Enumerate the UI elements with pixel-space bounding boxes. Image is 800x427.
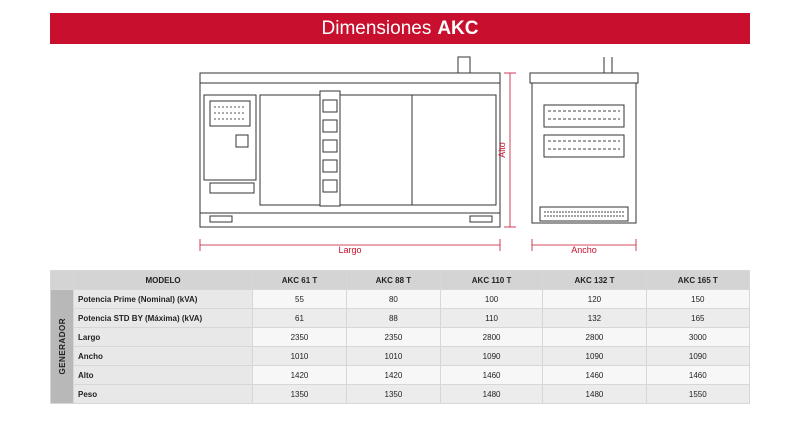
header-model-1: AKC 61 T <box>253 271 347 290</box>
header-model-5: AKC 165 T <box>646 271 749 290</box>
cell-value: 55 <box>253 290 347 309</box>
row-label: Alto <box>74 366 253 385</box>
table-row <box>51 290 750 309</box>
row-label: Ancho <box>74 347 253 366</box>
table-row <box>51 309 750 328</box>
cell-value: 2800 <box>543 328 646 347</box>
cell-value: 1460 <box>440 366 542 385</box>
cell-value: 1480 <box>543 385 646 404</box>
header-model-3: AKC 110 T <box>440 271 542 290</box>
cell-value: 1010 <box>346 347 440 366</box>
length-label: Largo <box>338 245 362 255</box>
cell-value: 1350 <box>346 385 440 404</box>
header-corner <box>51 271 74 290</box>
cell-value: 150 <box>646 290 749 309</box>
cell-value: 1460 <box>543 366 646 385</box>
cell-value: 120 <box>543 290 646 309</box>
front-view <box>200 57 500 227</box>
table-row <box>51 347 750 366</box>
header-model-2: AKC 88 T <box>346 271 440 290</box>
cell-value: 2350 <box>346 328 440 347</box>
title-bold: AKC <box>437 17 479 39</box>
cell-value: 1550 <box>646 385 749 404</box>
generator-drawing <box>180 55 640 260</box>
cell-value: 110 <box>440 309 542 328</box>
table-header-row <box>51 271 750 290</box>
cell-value: 1420 <box>346 366 440 385</box>
cell-value: 88 <box>346 309 440 328</box>
height-label: Alto <box>497 142 507 158</box>
table-row <box>51 385 750 404</box>
header-model-4: AKC 132 T <box>543 271 646 290</box>
cell-value: 100 <box>440 290 542 309</box>
cell-value: 80 <box>346 290 440 309</box>
cell-value: 61 <box>253 309 347 328</box>
cell-value: 1420 <box>253 366 347 385</box>
front-dimensions <box>200 73 516 251</box>
row-label: Potencia STD BY (Máxima) (kVA) <box>74 309 253 328</box>
cell-value: 1090 <box>543 347 646 366</box>
cell-value: 2800 <box>440 328 542 347</box>
row-label: Largo <box>74 328 253 347</box>
cell-value: 1090 <box>440 347 542 366</box>
cell-value: 3000 <box>646 328 749 347</box>
section-label: GENERADOR <box>57 318 67 375</box>
width-label: Ancho <box>571 245 597 255</box>
row-label: Potencia Prime (Nominal) (kVA) <box>74 290 253 309</box>
cell-value: 165 <box>646 309 749 328</box>
dimensions-table <box>50 270 750 404</box>
table-row <box>51 328 750 347</box>
row-label: Peso <box>74 385 253 404</box>
table-row <box>51 366 750 385</box>
title-light: Dimensiones <box>321 17 432 39</box>
cell-value: 132 <box>543 309 646 328</box>
header-model-label: MODELO <box>74 271 253 290</box>
title-banner <box>50 13 750 44</box>
side-view <box>530 57 638 223</box>
cell-value: 1090 <box>646 347 749 366</box>
cell-value: 1350 <box>253 385 347 404</box>
cell-value: 2350 <box>253 328 347 347</box>
cell-value: 1460 <box>646 366 749 385</box>
section-label-cell <box>51 290 74 404</box>
cell-value: 1480 <box>440 385 542 404</box>
cell-value: 1010 <box>253 347 347 366</box>
